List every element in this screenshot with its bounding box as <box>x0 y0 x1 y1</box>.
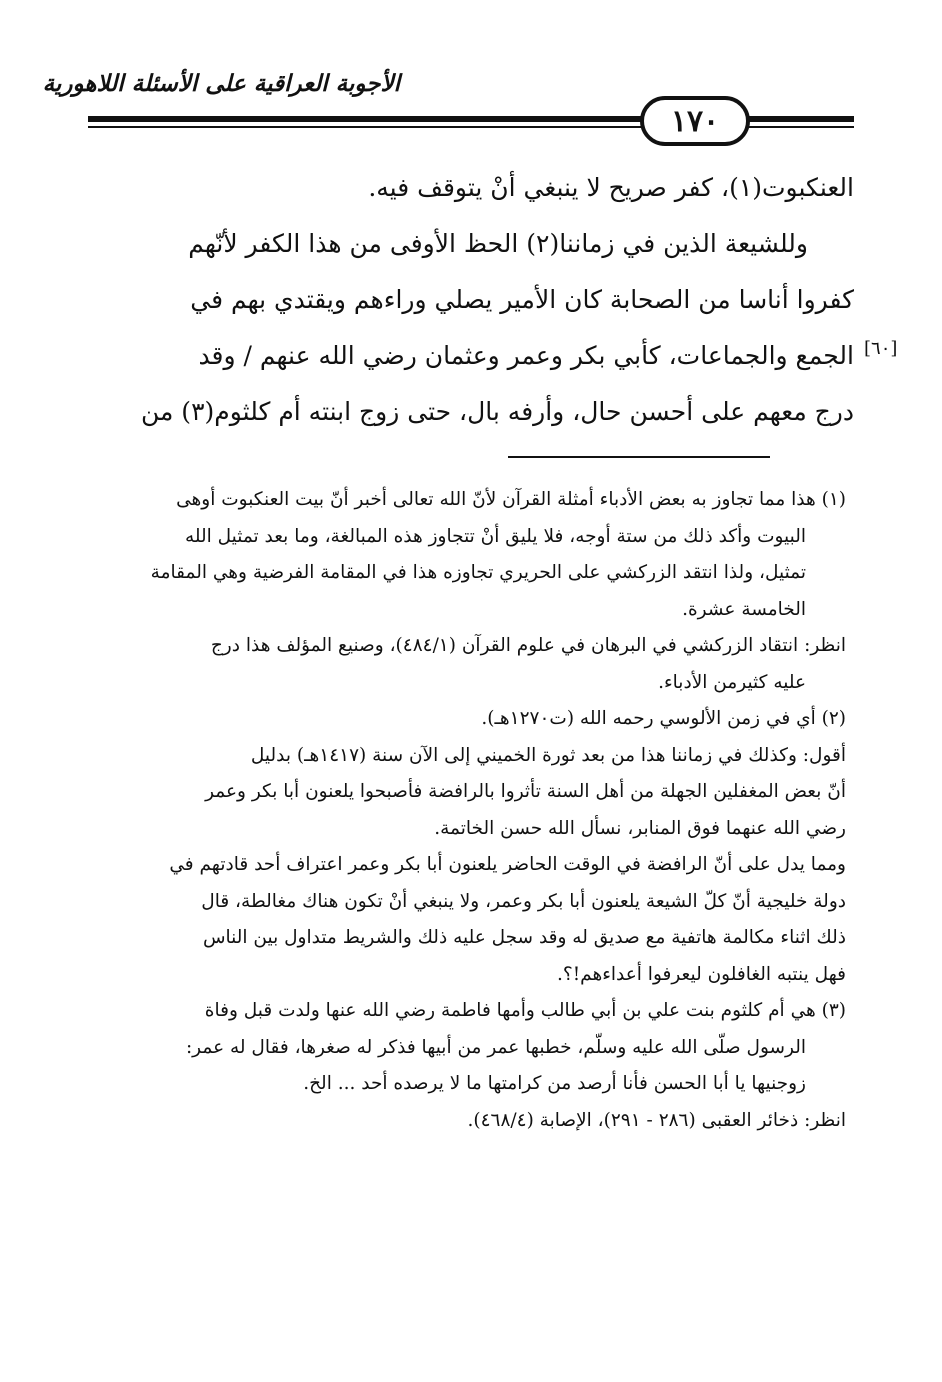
footnote-line: (٣) هي أم كلثوم بنت علي بن أبي طالب وأمها فاطمة رضي الله عنها ولدت قبل وفاة <box>204 1000 846 1021</box>
footnote-line: فهل ينتبه الغافلون ليعرفوا أعداءهم!؟. <box>557 963 846 985</box>
footnote-line: رضي الله عنهما فوق المنابر، نسأل الله حسن الخاتمة. <box>434 817 846 839</box>
body-line-3: كفروا أناسا من الصحابة كان الأمير يصلي وراءهم ويقتدي بهم في <box>190 285 854 314</box>
body-line-2: وللشيعة الذين في زماننا(٢) الحظ الأوفى من هذا الكفر لأنّهم <box>188 229 808 258</box>
footnote-line: أنّ بعض المغفلين الجهلة من أهل السنة تأثروا بالرافضة فأصبحوا يلعنون أبا بكر وعمر <box>205 781 846 802</box>
footnote-line: عليه كثيرمن الأدباء. <box>658 671 806 693</box>
footnote-line: البيوت وأكد ذلك من ستة أوجه، فلا يليق أنْ تتجاوز هذه المبالغة، وما بعد تمثيل الله <box>184 525 806 547</box>
body-line-1: العنكبوت(١)، كفر صريح لا ينبغي أنْ يتوقف فيه. <box>368 173 854 202</box>
footnote-separator <box>508 456 770 458</box>
footnote-line: الرسول صلّى الله عليه وسلّم، خطبها عمر من أبيها فذكر له صغرها، فقال له عمر: <box>185 1036 806 1058</box>
footnotes <box>72 482 846 1139</box>
main-text <box>88 160 854 440</box>
body-line-5: درج معهم على أحسن حال، وأرفه بال، حتى زوج ابنته أم كلثوم(٣) من <box>140 397 854 426</box>
footnote-line: دولة خليجية أنّ كلّ الشيعة يلعنون أبا بكر وعمر، ولا ينبغي أنْ تكون هناك مغالطة، قال <box>201 890 846 912</box>
manuscript-folio-ref: [٦٠] <box>864 338 898 359</box>
body-line-4: الجمع والجماعات، كأبي بكر وعمر وعثمان رضي الله عنهم / وقد <box>198 341 854 370</box>
footnote-line: (١) هذا مما تجاوز به بعض الأدباء أمثلة القرآن لأنّ الله تعالى أخبر أنّ بيت العنكبوت أوهى <box>176 489 846 510</box>
footnote-line: ذلك اثناء مكالمة هاتفية مع صديق له وقد سجل عليه ذلك والشريط متداول بين الناس <box>202 927 846 948</box>
running-title: الأجوبة العراقية على الأسئلة اللاهورية <box>42 70 400 97</box>
footnote-line: الخامسة عشرة. <box>682 598 806 620</box>
footnote-line: ومما يدل على أنّ الرافضة في الوقت الحاضر يلعنون أبا بكر وعمر اعتراف أحد قادتهم في <box>169 854 846 875</box>
footnote-line: انظر: انتقاد الزركشي في البرهان في علوم القرآن (٤٨٤/١)، وصنيع المؤلف هذا درج <box>210 635 846 656</box>
footnote-line: زوجنيها يا أبا الحسن فأنا أرصد من كرامتها ما لا يرصده أحد ... الخ. <box>303 1073 806 1094</box>
footnote-line: انظر: ذخائر العقبى (٢٨٦ - ٢٩١)، الإصابة (٤٦٨/٤). <box>467 1109 846 1131</box>
footnote-line: تمثيل، ولذا انتقد الزركشي على الحريري تجاوزه هذا في المقامة الفرضية وهي المقامة <box>150 562 806 583</box>
footnote-line: أقول: وكذلك في زماننا هذا من بعد ثورة الخميني إلى الآن سنة (١٤١٧هـ) بدليل <box>250 744 846 766</box>
page-number: ١٧٠ <box>640 96 750 146</box>
footnote-line: (٢) أي في زمن الألوسي رحمه الله (ت١٢٧٠هـ). <box>481 708 846 729</box>
